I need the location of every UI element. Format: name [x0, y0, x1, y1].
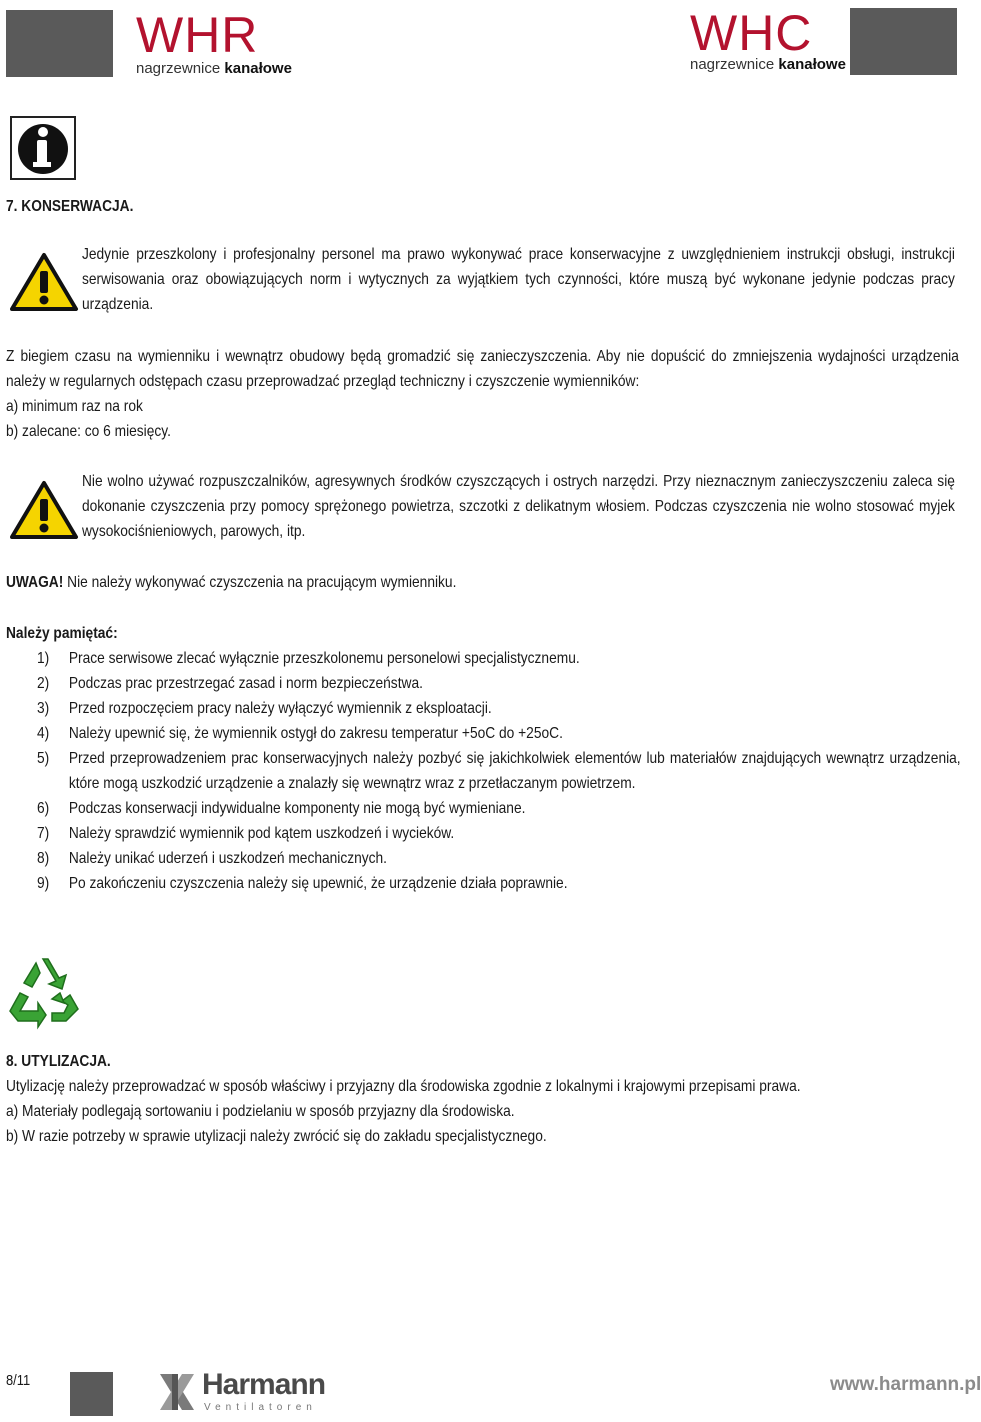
header-right-grey-block [850, 8, 957, 75]
section8-line-2: a) Materiały podlegają sortowaniu i podzielaniu w sposób przyjazny dla środowiska. [6, 1103, 515, 1120]
list-item: 6) Podczas konserwacji indywidualne komponenty nie mogą być wymieniane. [37, 800, 526, 817]
section8-title: 8. UTYLIZACJA. [6, 1053, 111, 1070]
website-link[interactable]: www.harmann.pl [830, 1374, 981, 1395]
list-item: 5) Przed przeprowadzeniem prac konserwacyjnych należy pozbyć się jakichkolwiek elementów lub materiałów znajdujących wewnątrz urządzenia, które mogą uszkodzić urządzenie a znalazły się wewnątrz wraz z przetłaczanym powietrzem. [37, 750, 961, 792]
whc-logo [690, 4, 846, 73]
whr-logo-title: WHR [136, 7, 259, 63]
list-item: 7) Należy sprawdzić wymiennik pod kątem uszkodzeń i wycieków. [37, 825, 455, 842]
warning-paragraph-1: Jedynie przeszkolony i profesjonalny personel ma prawo wykonywać prace konserwacyjne z uwzględnieniem instrukcji obsługi, instrukcji serwisowania oraz obowiązujących norm i wytycznych za wyjątkiem tych czynności, które muszą być wykonane jedynie podczas pracy urządzenia. [82, 246, 955, 313]
cleaning-paragraph: Z biegiem czasu na wymienniku i wewnątrz obudowy będą gromadzić się zanieczyszczenia. Aby nie dopuścić do zmniejszenia wydajności urządzenia należy w regularnych odstępach czasu przeprowadzać przegląd techniczny i czyszczenie wymienników: [6, 348, 959, 390]
list-item: 2) Podczas prac przestrzegać zasad i norm bezpieczeństwa. [37, 675, 423, 692]
harmann-logo-sub: Ventilatoren [204, 1402, 317, 1413]
list-item: 3) Przed rozpoczęciem pracy należy wyłączyć wymiennik z eksploatacji. [37, 700, 492, 717]
footer-grey-block [70, 1372, 113, 1416]
list-item: 9) Po zakończeniu czyszczenia należy się upewnić, że urządzenie działa poprawnie. [37, 875, 568, 892]
remember-list [37, 646, 961, 896]
section7-title: 7. KONSERWACJA. [6, 198, 134, 215]
harmann-logo-word: Harmann [202, 1368, 326, 1401]
cleaning-line-a: a) minimum raz na rok [6, 398, 143, 415]
warning-paragraph-2: Nie wolno używać rozpuszczalników, agresywnych środków czyszczących i ostrych narzędzi. Przy nieznacznym zanieczyszczeniu zaleca się dokonanie czyszczenia przy pomocy sprężonego powietrza, szczotki z delikatnym włosiem. Podczas czyszczenia nie wolno stosować myjek wysokociśnieniowych, parowych, itp. [82, 473, 955, 540]
warning-icon [10, 252, 78, 312]
list-item: 8) Należy unikać uderzeń i uszkodzeń mechanicznych. [37, 850, 387, 867]
cleaning-line-b: b) zalecane: co 6 miesięcy. [6, 423, 171, 440]
remember-title: Należy pamiętać: [6, 625, 118, 642]
uwaga-label: UWAGA! [6, 574, 64, 591]
section8-line-3: b) W razie potrzeby w sprawie utylizacji należy zwrócić się do zakładu specjalistycznego. [6, 1128, 547, 1145]
list-item: 1) Prace serwisowe zlecać wyłącznie przeszkolonemu personelowi specjalistycznemu. [37, 650, 580, 667]
info-icon [10, 116, 76, 180]
recycle-icon [6, 955, 80, 1027]
whr-logo-subtitle: nagrzewnice kanałowe [136, 60, 292, 77]
harmann-logo [158, 1368, 326, 1414]
whc-logo-title: WHC [690, 5, 813, 61]
list-item: 4) Należy upewnić się, że wymiennik ostygł do zakresu temperatur +5oC do +25oC. [37, 725, 563, 742]
uwaga-line [6, 570, 456, 595]
whc-logo-subtitle: nagrzewnice kanałowe [690, 56, 846, 73]
whr-logo [136, 6, 292, 77]
section8-line-1: Utylizację należy przeprowadzać w sposób właściwy i przyjazny dla środowiska zgodnie z lokalnymi i krajowymi przepisami prawa. [6, 1078, 801, 1095]
uwaga-text: Nie należy wykonywać czyszczenia na pracującym wymienniku. [63, 574, 457, 591]
warning-icon [10, 480, 78, 540]
page-number: 8/11 [6, 1372, 31, 1389]
header-left-grey-block [6, 10, 113, 77]
harmann-logo-mark [158, 1372, 196, 1412]
